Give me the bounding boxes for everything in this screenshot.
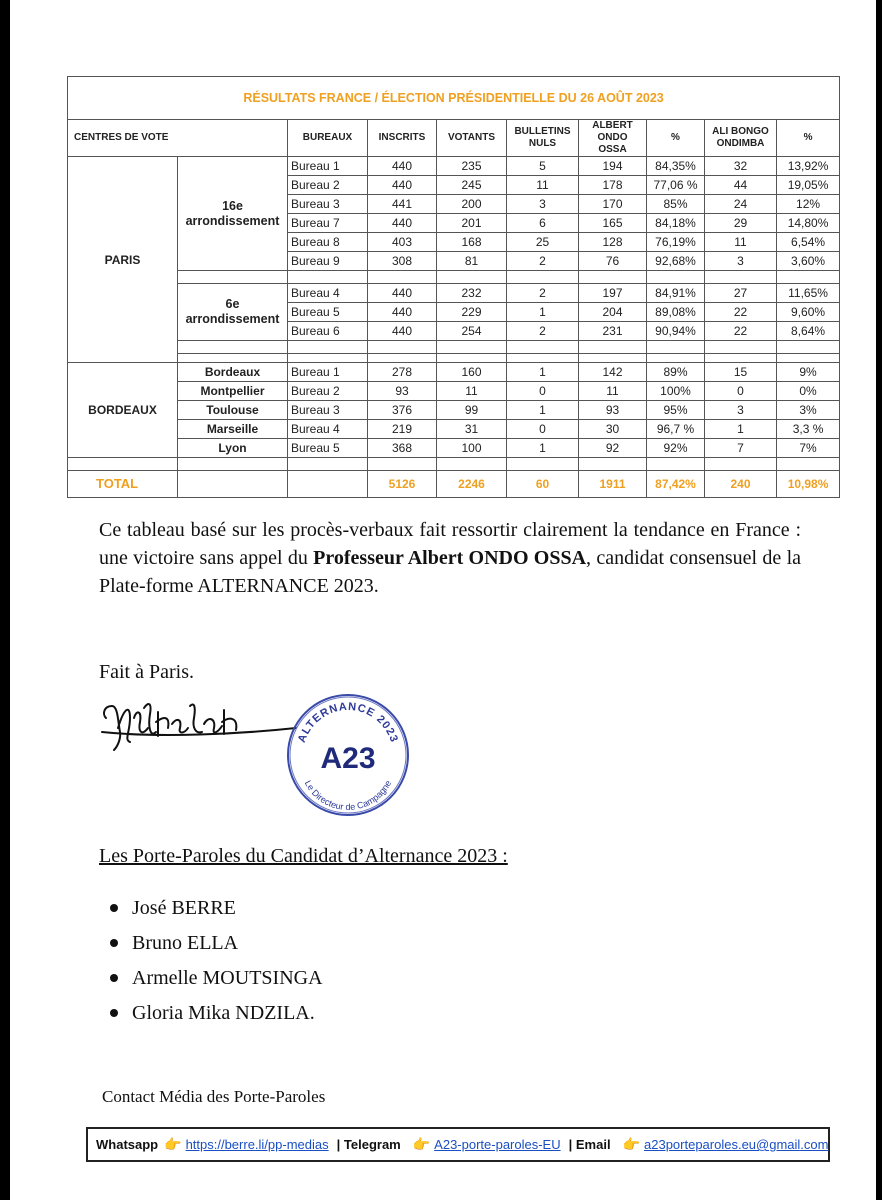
header-centres: CENTRES DE VOTE [68, 120, 288, 157]
header-pct-ondo: % [647, 120, 705, 157]
region-bordeaux: BORDEAUX [68, 363, 178, 458]
cell-inscrits: 376 [368, 401, 437, 420]
header-ondo: ALBERT ONDO OSSA [579, 120, 647, 157]
table-header-row [68, 120, 840, 157]
spokesperson-name: Gloria Mika NDZILA. [132, 1002, 315, 1024]
cell-votants: 232 [437, 284, 507, 303]
whatsapp-link[interactable]: https://berre.li/pp-medias [185, 1137, 329, 1152]
cell-ondo: 197 [579, 284, 647, 303]
contact-footer [86, 1127, 830, 1162]
cell-nuls: 1 [507, 439, 579, 458]
contact-label: Contact Média des Porte-Paroles [102, 1087, 326, 1106]
spokespersons-heading: Les Porte-Paroles du Candidat d’Alternance 2023 : [99, 845, 508, 867]
cell-nuls: 1 [507, 401, 579, 420]
table-row [68, 157, 840, 176]
cell-inscrits: 440 [368, 322, 437, 341]
candidate-name: Professeur Albert ONDO OSSA [313, 547, 587, 569]
cell-bureau: Bureau 2 [288, 176, 368, 195]
bullet-icon [110, 974, 118, 982]
cell-bureau: Bureau 9 [288, 252, 368, 271]
cell-votants: 229 [437, 303, 507, 322]
spokesperson-name: Bruno ELLA [132, 932, 239, 954]
cell-inscrits: 440 [368, 157, 437, 176]
pointing-hand-icon: 👉 [164, 1136, 182, 1152]
cell-inscrits: 308 [368, 252, 437, 271]
cell-bongo-pct: 0% [777, 382, 840, 401]
campaign-stamp [283, 690, 413, 820]
telegram-link[interactable]: A23-porte-paroles-EU [434, 1137, 561, 1152]
header-bureaux: BUREAUX [288, 120, 368, 157]
cell-bureau: Bureau 1 [288, 363, 368, 382]
table-title: RÉSULTATS FRANCE / ÉLECTION PRÉSIDENTIELLE DU 26 AOÛT 2023 [68, 77, 840, 120]
pointing-hand-icon: 👉 [412, 1136, 431, 1152]
region-paris: PARIS [68, 157, 178, 363]
cell-votants: 200 [437, 195, 507, 214]
cell-bureau: Bureau 5 [288, 439, 368, 458]
cell-bureau: Bureau 7 [288, 214, 368, 233]
cell-nuls: 0 [507, 420, 579, 439]
paragraph-text: Ce tableau basé sur les procès-verbaux fait ressortir clairement la tendance en France : une victoire sans appel du [99, 519, 801, 569]
cell-ondo-pct: 89,08% [647, 303, 705, 322]
list-item [110, 930, 323, 965]
arrondissement-6: 6e arrondissement [178, 284, 288, 341]
cell-bongo-pct: 3,60% [777, 252, 840, 271]
cell-bureau: Bureau 5 [288, 303, 368, 322]
cell-ondo: 170 [579, 195, 647, 214]
total-label: TOTAL [68, 471, 178, 498]
paragraph-text-end: , candidat consensuel de la Plate-forme ALTERNANCE 2023. [99, 547, 802, 597]
table-spacer-row [68, 354, 840, 363]
cell-bongo-pct: 19,05% [777, 176, 840, 195]
cell-votants: 254 [437, 322, 507, 341]
table-row [68, 284, 840, 303]
cell-bongo: 0 [705, 382, 777, 401]
cell-bureau: Bureau 4 [288, 284, 368, 303]
cell-votants: 160 [437, 363, 507, 382]
cell-inscrits: 440 [368, 303, 437, 322]
cell-ondo: 194 [579, 157, 647, 176]
cell-bongo: 1 [705, 420, 777, 439]
table-row [68, 382, 840, 401]
cell-ondo-pct: 96,7 % [647, 420, 705, 439]
cell-nuls: 0 [507, 382, 579, 401]
summary-paragraph [99, 516, 801, 600]
pointing-hand-icon: 👉 [622, 1136, 640, 1152]
cell-bongo: 22 [705, 303, 777, 322]
bullet-icon [110, 939, 118, 947]
cell-bongo: 11 [705, 233, 777, 252]
cell-bongo-pct: 9,60% [777, 303, 840, 322]
cell-nuls: 11 [507, 176, 579, 195]
header-bongo: ALI BONGO ONDIMBA [705, 120, 777, 157]
cell-city: Lyon [178, 439, 288, 458]
total-bongo: 240 [705, 471, 777, 498]
table-spacer-row [68, 458, 840, 471]
cell-ondo-pct: 95% [647, 401, 705, 420]
whatsapp-label: Whatsapp [96, 1137, 159, 1152]
stamp-ring-bottom-text: Le Directeur de Campagne [302, 778, 394, 812]
cell-nuls: 6 [507, 214, 579, 233]
cell-bongo-pct: 3% [777, 401, 840, 420]
arrondissement-16: 16e arrondissement [178, 157, 288, 271]
cell-bongo: 22 [705, 322, 777, 341]
table-spacer-row [68, 271, 840, 284]
cell-votants: 81 [437, 252, 507, 271]
cell-ondo-pct: 77,06 % [647, 176, 705, 195]
cell-nuls: 5 [507, 157, 579, 176]
cell-bongo: 7 [705, 439, 777, 458]
cell-ondo-pct: 84,91% [647, 284, 705, 303]
cell-ondo-pct: 90,94% [647, 322, 705, 341]
cell-city: Marseille [178, 420, 288, 439]
cell-nuls: 1 [507, 303, 579, 322]
table-spacer-row [68, 341, 840, 354]
header-pct-bongo: % [777, 120, 840, 157]
email-label: | Email [568, 1137, 611, 1152]
signature [100, 688, 300, 758]
cell-ondo-pct: 85% [647, 195, 705, 214]
cell-votants: 235 [437, 157, 507, 176]
cell-city: Toulouse [178, 401, 288, 420]
cell-bongo-pct: 12% [777, 195, 840, 214]
cell-inscrits: 440 [368, 214, 437, 233]
cell-bongo: 24 [705, 195, 777, 214]
cell-bongo: 15 [705, 363, 777, 382]
cell-inscrits: 278 [368, 363, 437, 382]
cell-bongo-pct: 14,80% [777, 214, 840, 233]
cell-ondo: 76 [579, 252, 647, 271]
total-ondo: 1911 [579, 471, 647, 498]
cell-votants: 201 [437, 214, 507, 233]
total-ondo-pct: 87,42% [647, 471, 705, 498]
email-link[interactable]: a23porteparoles.eu@gmail.com [644, 1137, 829, 1152]
cell-ondo: 178 [579, 176, 647, 195]
table-row [68, 439, 840, 458]
cell-votants: 11 [437, 382, 507, 401]
cell-ondo-pct: 84,35% [647, 157, 705, 176]
cell-ondo-pct: 84,18% [647, 214, 705, 233]
telegram-label: | Telegram [336, 1137, 401, 1152]
spokesperson-name: José BERRE [132, 897, 236, 919]
total-votants: 2246 [437, 471, 507, 498]
cell-ondo: 128 [579, 233, 647, 252]
cell-bureau: Bureau 4 [288, 420, 368, 439]
cell-inscrits: 403 [368, 233, 437, 252]
place-statement: Fait à Paris. [99, 661, 194, 683]
cell-inscrits: 368 [368, 439, 437, 458]
stamp-center-text: A23 [320, 742, 376, 775]
cell-ondo: 204 [579, 303, 647, 322]
list-item [110, 965, 323, 1000]
cell-bongo-pct: 9% [777, 363, 840, 382]
cell-bongo-pct: 6,54% [777, 233, 840, 252]
document-page [10, 0, 876, 1200]
spokesperson-name: Armelle MOUTSINGA [132, 967, 323, 989]
cell-bureau: Bureau 6 [288, 322, 368, 341]
cell-votants: 245 [437, 176, 507, 195]
cell-nuls: 25 [507, 233, 579, 252]
cell-bongo: 3 [705, 252, 777, 271]
cell-ondo: 92 [579, 439, 647, 458]
cell-nuls: 2 [507, 284, 579, 303]
cell-ondo: 93 [579, 401, 647, 420]
cell-ondo: 11 [579, 382, 647, 401]
cell-ondo: 142 [579, 363, 647, 382]
table-row [68, 420, 840, 439]
cell-city: Montpellier [178, 382, 288, 401]
total-inscrits: 5126 [368, 471, 437, 498]
cell-inscrits: 93 [368, 382, 437, 401]
cell-ondo-pct: 100% [647, 382, 705, 401]
cell-nuls: 2 [507, 322, 579, 341]
cell-bongo: 3 [705, 401, 777, 420]
total-nuls: 60 [507, 471, 579, 498]
cell-inscrits: 219 [368, 420, 437, 439]
list-item [110, 895, 323, 930]
cell-ondo: 30 [579, 420, 647, 439]
cell-votants: 100 [437, 439, 507, 458]
table-row [68, 401, 840, 420]
stamp-ring-top-text: ALTERNANCE 2023 [295, 700, 401, 745]
list-item [110, 1000, 323, 1035]
cell-votants: 168 [437, 233, 507, 252]
cell-ondo: 165 [579, 214, 647, 233]
cell-nuls: 1 [507, 363, 579, 382]
cell-inscrits: 440 [368, 284, 437, 303]
cell-bongo: 29 [705, 214, 777, 233]
header-inscrits: INSCRITS [368, 120, 437, 157]
header-nuls: BULLETINS NULS [507, 120, 579, 157]
cell-bureau: Bureau 3 [288, 195, 368, 214]
cell-nuls: 3 [507, 195, 579, 214]
results-table [67, 76, 840, 498]
cell-bongo-pct: 8,64% [777, 322, 840, 341]
cell-bongo-pct: 13,92% [777, 157, 840, 176]
cell-bureau: Bureau 8 [288, 233, 368, 252]
header-votants: VOTANTS [437, 120, 507, 157]
cell-bureau: Bureau 2 [288, 382, 368, 401]
cell-bureau: Bureau 1 [288, 157, 368, 176]
total-bongo-pct: 10,98% [777, 471, 840, 498]
cell-bongo-pct: 11,65% [777, 284, 840, 303]
cell-votants: 31 [437, 420, 507, 439]
cell-ondo-pct: 89% [647, 363, 705, 382]
bullet-icon [110, 904, 118, 912]
spokespersons-list [110, 895, 323, 1035]
table-row [68, 363, 840, 382]
cell-ondo-pct: 92% [647, 439, 705, 458]
cell-votants: 99 [437, 401, 507, 420]
cell-ondo: 231 [579, 322, 647, 341]
cell-inscrits: 440 [368, 176, 437, 195]
cell-bongo: 32 [705, 157, 777, 176]
cell-ondo-pct: 92,68% [647, 252, 705, 271]
cell-city: Bordeaux [178, 363, 288, 382]
bullet-icon [110, 1009, 118, 1017]
cell-nuls: 2 [507, 252, 579, 271]
table-total-row [68, 471, 840, 498]
cell-bongo-pct: 3,3 % [777, 420, 840, 439]
cell-inscrits: 441 [368, 195, 437, 214]
cell-bongo: 27 [705, 284, 777, 303]
cell-bongo: 44 [705, 176, 777, 195]
cell-bureau: Bureau 3 [288, 401, 368, 420]
cell-ondo-pct: 76,19% [647, 233, 705, 252]
cell-bongo-pct: 7% [777, 439, 840, 458]
